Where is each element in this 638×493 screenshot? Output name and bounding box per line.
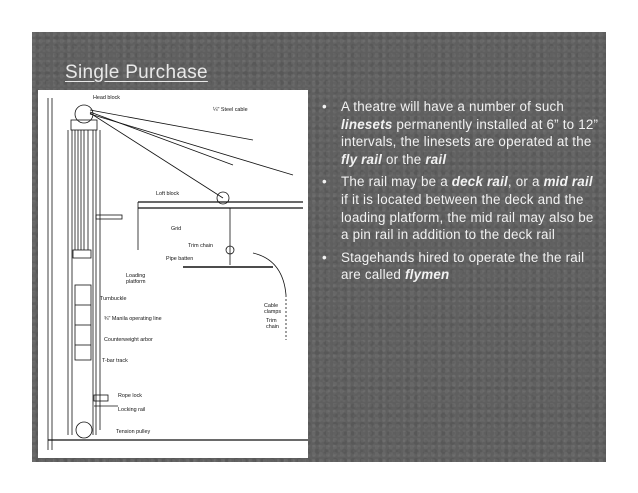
turnbuckle — [73, 250, 91, 258]
bullet-item: • A theatre will have a number of such linesets permanently installed at 6” to 12” intervals, the linesets are operated at the fly rail or the rail — [322, 99, 599, 167]
steel-cable — [90, 110, 253, 140]
bullet-item: • The rail may be a deck rail, or a mid rail if it is located between the deck and the loading platform, the mid rail may also be a pin rail in addition to the deck rail — [322, 174, 594, 243]
bullet-dot-icon: • — [322, 99, 327, 114]
label-tension-pulley: Tension pulley — [116, 429, 151, 435]
label-locking-rail: Locking rail — [118, 407, 146, 413]
slide-title: Single Purchase — [65, 62, 208, 83]
detail-arrow — [253, 253, 286, 295]
single-purchase-diagram — [38, 90, 308, 458]
slide — [32, 32, 606, 462]
bullet-dot-icon: • — [322, 249, 327, 265]
steel-cable — [90, 113, 223, 198]
bullet-item: • Stagehands hired to operate the the rail are called flymen — [322, 249, 585, 283]
label-manila-line: ¾" Manila operating line — [104, 316, 162, 322]
label-trim-chain: Trim chain — [188, 243, 213, 249]
label-loading-platform-1: Loading — [126, 273, 146, 279]
bullet-dot-icon: • — [322, 174, 327, 190]
label-trim-chain-side-1: Trim — [266, 318, 277, 324]
label-counterweight-arbor: Counterweight arbor — [104, 337, 153, 343]
label-rope-lock: Rope lock — [118, 393, 142, 399]
steel-cable — [90, 112, 233, 165]
head-block-frame — [71, 120, 97, 130]
label-cable-clamps-2: clamps — [264, 309, 282, 315]
label-turnbuckle: Turnbuckle — [100, 296, 127, 302]
label-head-block: Head block — [93, 95, 120, 101]
bullet-list — [311, 98, 603, 289]
label-trim-chain-side-2: chain — [266, 324, 279, 330]
label-loft-block: Loft block — [156, 191, 180, 197]
steel-cable — [90, 114, 293, 175]
label-grid: Grid — [171, 226, 182, 232]
label-cable-clamps-1: Cable — [264, 303, 279, 309]
label-steel-cable: ¼" Steel cable — [213, 107, 248, 113]
label-pipe-batten: Pipe batten — [166, 256, 194, 262]
label-tbar-track: T-bar track — [102, 358, 128, 364]
tension-pulley — [76, 422, 92, 438]
counterweight-arbor — [75, 285, 91, 360]
diagram-svg — [38, 90, 308, 458]
label-loading-platform-2: platform — [126, 279, 146, 285]
